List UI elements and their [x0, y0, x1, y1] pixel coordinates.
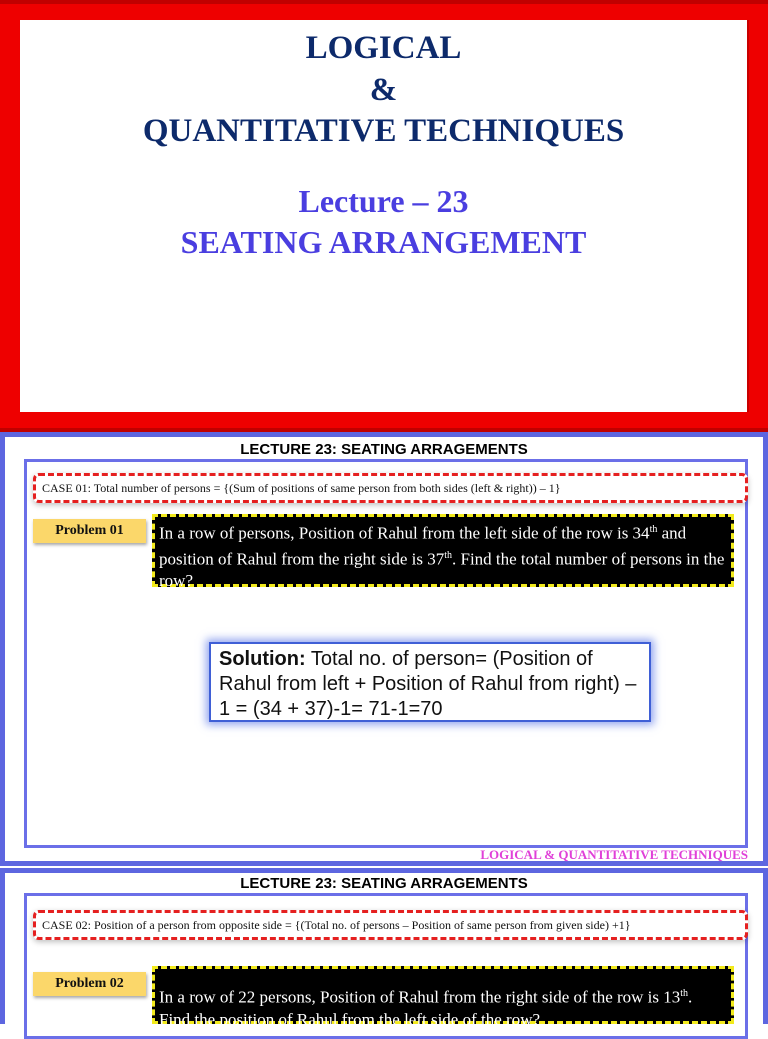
problem-text-part: In a row of 22 persons, Position of Rahul from the right side of the row is 13: [159, 987, 681, 1007]
title-slide-top-bar: [0, 0, 768, 4]
case-formula-box: CASE 02: Position of a person from opposite side = {(Total no. of persons – Position of same person from given side) +1}: [33, 910, 748, 940]
title-slide: [0, 0, 768, 432]
problem-box: [152, 966, 734, 1029]
problem-text-part: . Find the total number of persons in the row?: [159, 549, 725, 591]
slide-heading: LECTURE 23: SEATING ARRAGEMENTS: [240, 875, 528, 892]
problem-text-part: and position of Rahul from the right side is 37: [159, 523, 687, 569]
slide-case-02: [0, 868, 768, 1029]
solution-box: [209, 642, 651, 722]
problem-box: [152, 514, 734, 591]
ordinal-suffix: th: [649, 524, 658, 535]
case-formula-box: CASE 01: Total number of persons = {(Sum of positions of same person from both sides (left & right)) – 1}: [33, 473, 748, 503]
title-line-logical: LOGICAL: [305, 30, 462, 66]
solution-label: Solution:: [219, 648, 306, 670]
ordinal-suffix: th: [680, 988, 689, 999]
slide-heading: LECTURE 23: SEATING ARRAGEMENTS: [240, 441, 528, 458]
lecture-number: Lecture – 23: [298, 183, 469, 219]
problem-text-part: In a row of persons, Position of Rahul from the left side of the row is 34: [159, 523, 650, 543]
title-line-quantitative: QUANTITATIVE TECHNIQUES: [142, 113, 625, 149]
problem-label: Problem 02: [33, 972, 146, 996]
problem-label: Problem 01: [33, 519, 146, 543]
footer-course-name: LOGICAL & QUANTITATIVE TECHNIQUES: [480, 847, 748, 862]
solution-text: Total no. of person= (Position of Rahul from left + Position of Rahul from right) – 1 = (34 + 37)-1= 71-1=70: [219, 648, 637, 720]
title-slide-panel: [20, 20, 749, 412]
title-line-ampersand: &: [369, 72, 398, 108]
lecture-topic: SEATING ARRANGEMENT: [180, 224, 587, 260]
slide-case-01: [0, 432, 768, 866]
ordinal-suffix: th: [444, 549, 452, 561]
problem-text-part: . Find the position of Rahul from the left side of the row?: [159, 987, 693, 1029]
